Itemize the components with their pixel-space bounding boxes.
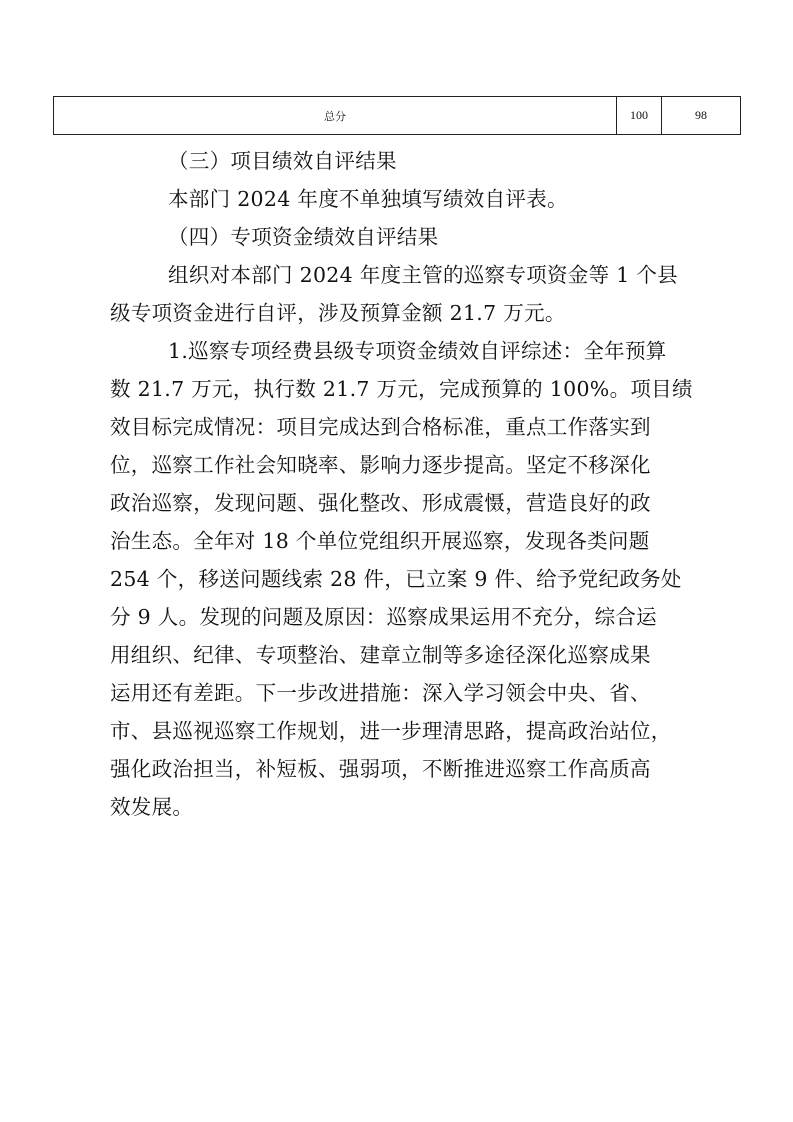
paragraph-line: 级专项资金进行自评，涉及预算金额 21.7 万元。 bbox=[110, 301, 566, 325]
paragraph-line: 数 21.7 万元，执行数 21.7 万元，完成预算的 100%。项目绩 bbox=[110, 377, 693, 401]
full-score-value: 100 bbox=[617, 97, 662, 135]
paragraph-line: 市、县巡视巡察工作规划，进一步理清思路，提高政治站位， bbox=[110, 719, 672, 743]
paragraph-line: 政治巡察，发现问题、强化整改、形成震慑，营造良好的政 bbox=[110, 491, 651, 515]
paragraph-line: 效发展。 bbox=[110, 795, 194, 819]
section-3-heading: （三）项目绩效自评结果 bbox=[168, 149, 397, 173]
score-table bbox=[53, 96, 741, 135]
section-3-text: 本部门 2024 年度不单独填写绩效自评表。 bbox=[168, 187, 568, 211]
table-row bbox=[54, 97, 741, 135]
paragraph-line: 254 个，移送问题线索 28 件，已立案 9 件、给予党纪政务处 bbox=[110, 567, 682, 591]
section-4-heading: （四）专项资金绩效自评结果 bbox=[168, 225, 439, 249]
score-value: 98 bbox=[662, 97, 741, 135]
document-body bbox=[110, 142, 693, 826]
paragraph-line: 组织对本部门 2024 年度主管的巡察专项资金等 1 个县 bbox=[168, 263, 678, 287]
section-4-paragraph-1 bbox=[110, 256, 690, 332]
paragraph-line: 治生态。全年对 18 个单位党组织开展巡察，发现各类问题 bbox=[110, 529, 650, 553]
total-score-label: 总分 bbox=[54, 97, 617, 135]
section-4-paragraph-2 bbox=[110, 332, 693, 826]
paragraph-line: 强化政治担当，补短板、强弱项，不断推进巡察工作高质高 bbox=[110, 757, 651, 781]
paragraph-line: 分 9 人。发现的问题及原因：巡察成果运用不充分，综合运 bbox=[110, 605, 657, 629]
paragraph-line: 效目标完成情况：项目完成达到合格标准，重点工作落实到 bbox=[110, 415, 651, 439]
paragraph-line: 1.巡察专项经费县级专项资金绩效自评综述：全年预算 bbox=[168, 339, 667, 363]
paragraph-line: 位，巡察工作社会知晓率、影响力逐步提高。坚定不移深化 bbox=[110, 453, 651, 477]
paragraph-line: 运用还有差距。下一步改进措施：深入学习领会中央、省、 bbox=[110, 681, 651, 705]
paragraph-line: 用组织、纪律、专项整治、建章立制等多途径深化巡察成果 bbox=[110, 643, 651, 667]
